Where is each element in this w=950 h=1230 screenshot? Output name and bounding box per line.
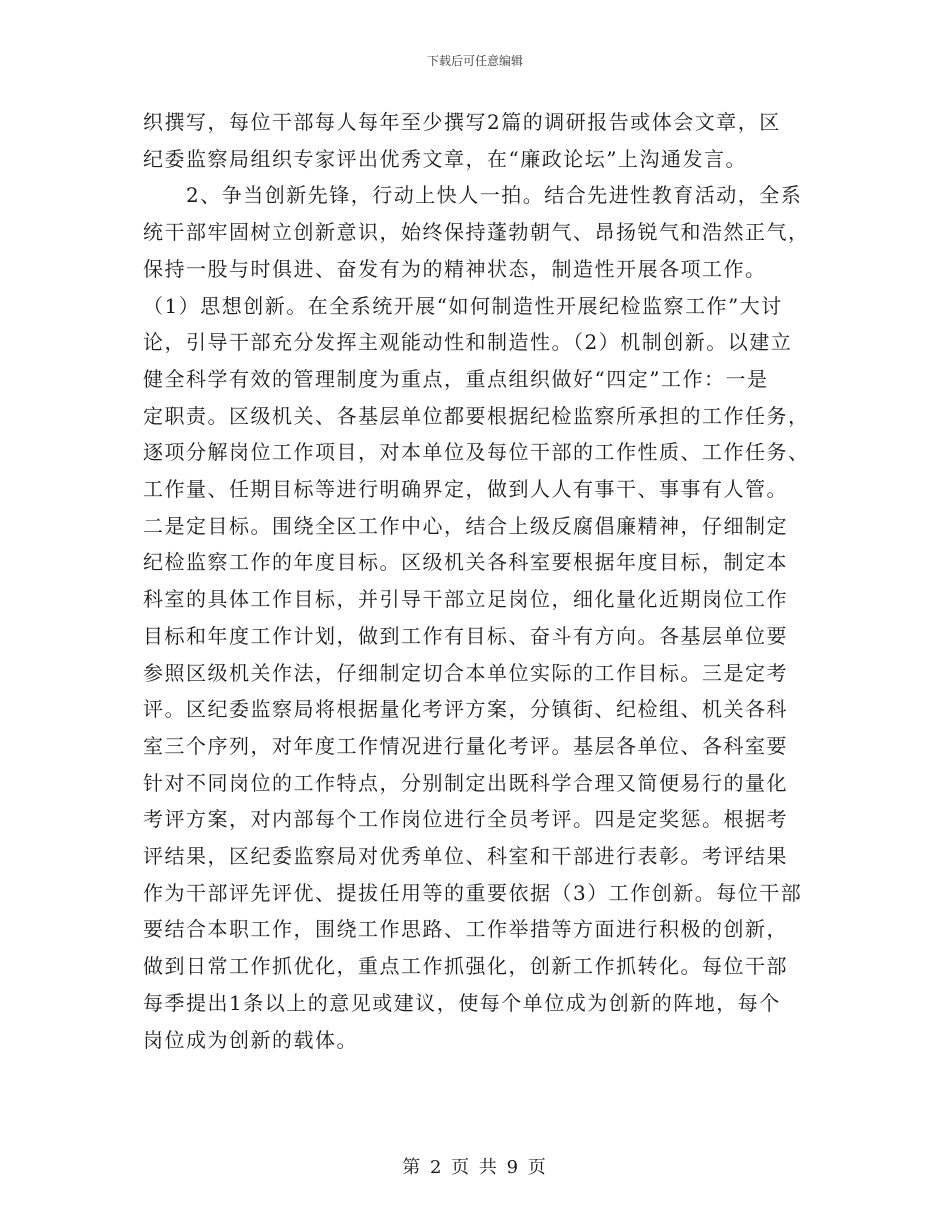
text-line: 目标和年度工作计划，做到工作有目标、奋斗有方向。各基层单位要 [143, 623, 788, 648]
text-line: 保持一股与时俱进、奋发有为的精神状态，制造性开展各项工作。 [143, 256, 767, 281]
text-line: 作为干部评先评优、提拔任用等的重要依据（3）工作创新。每位干部 [143, 880, 803, 905]
text-line: 工作量、任期目标等进行明确界定，做到人人有事干、事事有人管。 [143, 477, 788, 502]
text-line: 健全科学有效的管理制度为重点，重点组织做好“四定”工作：一是 [143, 366, 769, 391]
paragraph-lines [143, 104, 811, 1058]
text-line: 评。区纪委监察局将根据量化考评方案，分镇街、纪检组、机关各科 [143, 697, 788, 722]
text-line: 针对不同岗位的工作特点，分别制定出既科学合理又简便易行的量化 [143, 770, 788, 795]
text-line: 室三个序列，对年度工作情况进行量化考评。基层各单位、各科室要 [143, 733, 788, 758]
text-line: 统干部牢固树立创新意识，始终保持蓬勃朝气、昂扬锐气和浩然正气， [143, 220, 810, 245]
text-line: 织撰写，每位干部每人每年至少撰写2篇的调研报告或体会文章，区 [143, 110, 781, 134]
text-line: 参照区级机关作法，仔细制定切合本单位实际的工作目标。三是定考 [143, 660, 788, 685]
text-line: 岗位成为创新的载体。 [143, 1027, 358, 1052]
text-line: 纪检监察工作的年度目标。区级机关各科室要根据年度目标，制定本 [143, 550, 788, 575]
text-line: 科室的具体工作目标，并引导干部立足岗位，细化量化近期岗位工作 [143, 587, 788, 612]
document-body [143, 104, 811, 1058]
text-line: （1）思想创新。在全系统开展“如何制造性开展纪检监察工作”大讨 [143, 293, 783, 318]
page-number: 第 2 页 共 9 页 [402, 1157, 548, 1178]
text-line: 定职责。区级机关、各基层单位都要根据纪检监察所承担的工作任务， [143, 403, 810, 428]
text-line: 考评方案，对内部每个工作岗位进行全员考评。四是定奖惩。根据考 [143, 807, 788, 832]
text-line: 二是定目标。围绕全区工作中心，结合上级反腐倡廉精神，仔细制定 [143, 513, 788, 538]
text-line: 论，引导干部充分发挥主观能动性和制造性。（2）机制创新。以建立 [143, 330, 793, 355]
header-note: 下载后可任意编辑 [426, 54, 523, 68]
text-line: 做到日常工作抓优化，重点工作抓强化，创新工作抓转化。每位干部 [143, 954, 788, 979]
text-line: 纪委监察局组织专家评出优秀文章，在“廉政论坛”上沟通发言。 [143, 146, 747, 171]
text-line: 评结果，区纪委监察局对优秀单位、科室和干部进行表彰。考评结果 [143, 844, 788, 869]
text-line: 2、争当创新先锋，行动上快人一拍。结合先进性教育活动，全系 [143, 183, 803, 208]
text-line: 每季提出1条以上的意见或建议，使每个单位成为创新的阵地，每个 [143, 990, 781, 1015]
text-line: 逐项分解岗位工作项目，对本单位及每位干部的工作性质、工作任务、 [143, 440, 810, 465]
text-line: 要结合本职工作，围绕工作思路、工作举措等方面进行积极的创新， [143, 917, 788, 942]
